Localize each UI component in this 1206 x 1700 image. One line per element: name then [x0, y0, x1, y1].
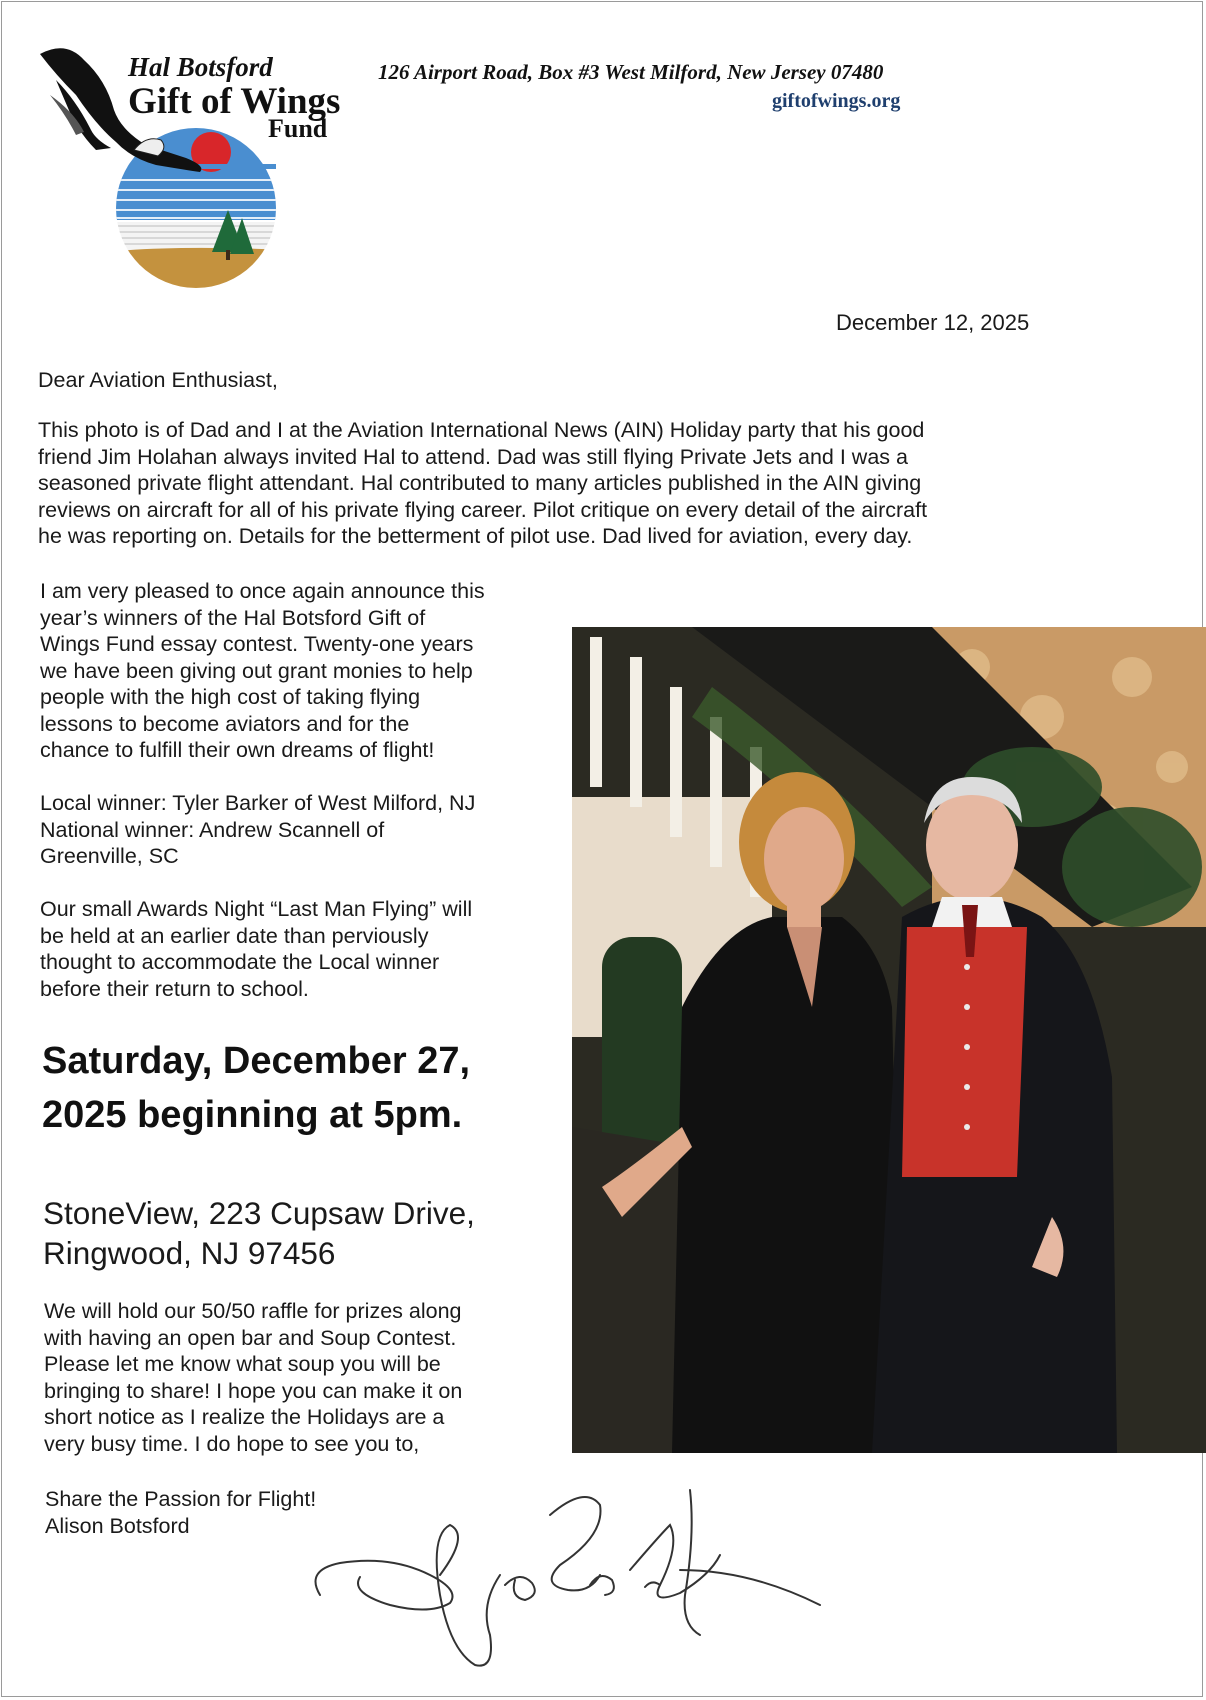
raffle-line: very busy time. I do hope to see you to,	[44, 1431, 420, 1456]
awards-night-paragraph	[40, 896, 560, 1002]
raffle-line: Please let me know what soup you will be	[44, 1352, 441, 1376]
letter-date: December 12, 2025	[836, 310, 1030, 335]
raffle-line: short notice as I realize the Holidays are a	[44, 1405, 445, 1429]
venue-line: Ringwood, NJ 97456	[43, 1235, 336, 1271]
announcement-line: year’s winners of the Hal Botsford Gift of	[40, 605, 426, 630]
announcement-line: chance to fulfill their own dreams of flight!	[40, 738, 435, 762]
intro-line: reviews on aircraft for all of his private flying career. Pilot critique on every detail of the aircraft	[38, 497, 928, 522]
awards-line: thought to accommodate the Local winner	[40, 950, 440, 974]
org-website-link[interactable]: giftofwings.org	[772, 90, 901, 112]
handwritten-signature	[300, 1475, 860, 1685]
raffle-line: with having an open bar and Soup Contest.	[44, 1325, 457, 1350]
org-name-line3: Fund	[268, 114, 328, 143]
org-name-line2: Gift of Wings	[128, 81, 341, 122]
winner-line: Local winner: Tyler Barker of West Milford, NJ	[40, 791, 476, 815]
winners-paragraph	[40, 790, 560, 870]
party-photo	[572, 627, 1206, 1453]
event-date-line: Saturday, December 27,	[42, 1040, 471, 1082]
org-name-line1: Hal Botsford	[128, 52, 273, 82]
venue-line: StoneView, 223 Cupsaw Drive,	[43, 1195, 475, 1231]
announcement-line: Wings Fund essay contest. Twenty-one years	[40, 632, 474, 656]
intro-line: This photo is of Dad and I at the Aviation International News (AIN) Holiday party that his good	[38, 418, 925, 442]
winner-line: Greenville, SC	[40, 844, 179, 868]
awards-line: be held at an earlier date than perviously	[40, 923, 429, 948]
closing	[45, 1486, 316, 1539]
event-venue	[43, 1193, 583, 1273]
announcement-line: we have been giving out grant monies to help	[40, 658, 473, 683]
salutation: Dear Aviation Enthusiast,	[38, 368, 278, 392]
intro-paragraph	[38, 417, 1068, 550]
intro-line: seasoned private flight attendant. Hal contributed to many articles published in the AIN giving	[38, 471, 922, 495]
event-date-heading	[42, 1034, 582, 1142]
winner-line: National winner: Andrew Scannell of	[40, 817, 385, 842]
awards-line: Our small Awards Night “Last Man Flying” will	[40, 897, 473, 921]
raffle-line: bringing to share! I hope you can make it on	[44, 1378, 463, 1403]
announcement-line: lessons to become aviators and for the	[40, 711, 410, 736]
announcement-line: I am very pleased to once again announce this	[40, 579, 485, 603]
intro-line: he was reporting on. Details for the betterment of pilot use. Dad lived for aviation, every day.	[38, 524, 913, 548]
awards-line: before their return to school.	[40, 976, 309, 1001]
intro-line: friend Jim Holahan always invited Hal to attend. Dad was still flying Private Jets and I was a	[38, 444, 908, 469]
raffle-paragraph	[44, 1298, 564, 1457]
announcement-paragraph	[40, 578, 560, 764]
closing-line: Share the Passion for Flight!	[45, 1487, 317, 1511]
signer-name: Alison Botsford	[45, 1513, 190, 1538]
raffle-line: We will hold our 50/50 raffle for prizes along	[44, 1299, 462, 1323]
event-date-line: 2025 beginning at 5pm.	[42, 1094, 463, 1136]
announcement-line: people with the high cost of taking flying	[40, 685, 421, 709]
org-address: 126 Airport Road, Box #3 West Milford, New Jersey 07480	[378, 60, 884, 84]
